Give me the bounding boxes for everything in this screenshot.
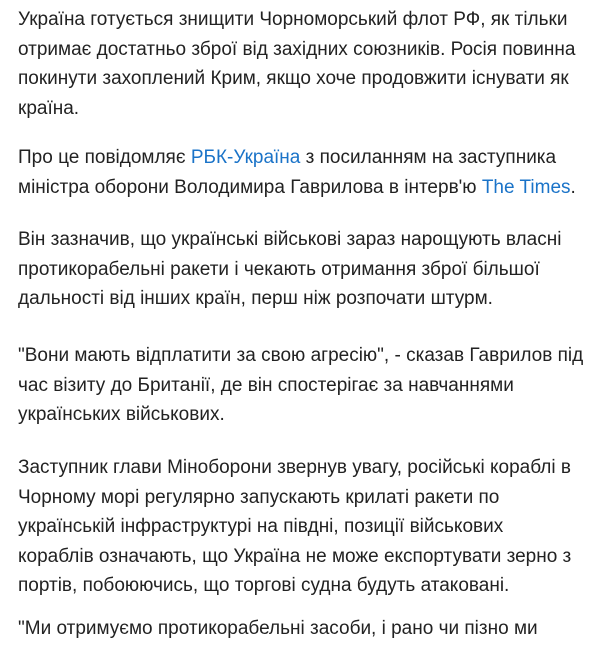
text-line: дальності від інших країн, перш ніж розпочати штурм. bbox=[18, 288, 493, 309]
text-line: протикорабельні ракети і чекають отримання зброї більшої bbox=[18, 258, 540, 280]
paragraph-missiles bbox=[18, 225, 561, 314]
text-line: Україна готується знищити Чорноморський флот РФ, як тільки bbox=[18, 9, 568, 30]
text-line bbox=[18, 173, 576, 203]
text-line: українській інфраструктурі на півдні, позиції військових bbox=[18, 516, 504, 537]
paragraph-intro bbox=[18, 5, 575, 123]
paragraph-quote-continued bbox=[18, 614, 538, 644]
text-segment: . bbox=[570, 176, 576, 198]
paragraph-black-sea bbox=[18, 453, 571, 601]
text-segment: Про це повідомляє bbox=[18, 147, 191, 168]
text-line: Чорному морі регулярно запускають крилаті ракети по bbox=[18, 486, 500, 508]
text-line: "Ми отримуємо протикорабельні засоби, і рано чи пізно ми bbox=[18, 618, 538, 639]
text-segment: з посиланням на заступника bbox=[300, 147, 557, 168]
text-line: "Вони мають відплатити за свою агресію", - сказав Гаврилов під bbox=[18, 345, 584, 366]
text-line: Заступник глави Міноборони звернув увагу, російські кораблі в bbox=[18, 457, 571, 478]
text-line bbox=[18, 143, 576, 173]
paragraph-source bbox=[18, 143, 576, 202]
paragraph-quote bbox=[18, 341, 583, 430]
link-rbc-ukraine[interactable]: РБК-Україна bbox=[190, 147, 301, 168]
text-line: покинути захоплений Крим, якщо хоче продовжити існувати як bbox=[18, 68, 569, 89]
link-the-times[interactable]: The Times bbox=[481, 176, 571, 198]
text-line: отримає достатньо зброї від західних союзників. Росія повинна bbox=[18, 38, 576, 60]
text-line: країна. bbox=[18, 97, 80, 119]
text-line: час візиту до Британії, де він спостерігає за навчаннями bbox=[18, 374, 514, 396]
text-line: кораблів означають, що Україна не може експортувати зерно з bbox=[18, 545, 572, 567]
text-line: портів, побоюючись, що торгові судна будуть атаковані. bbox=[18, 575, 510, 596]
text-segment: міністра оборони Володимира Гаврилова в інтерв'ю bbox=[18, 176, 482, 198]
text-line: українських військових. bbox=[18, 404, 225, 425]
text-line: Він зазначив, що українські військові зараз нарощують власні bbox=[18, 229, 562, 250]
